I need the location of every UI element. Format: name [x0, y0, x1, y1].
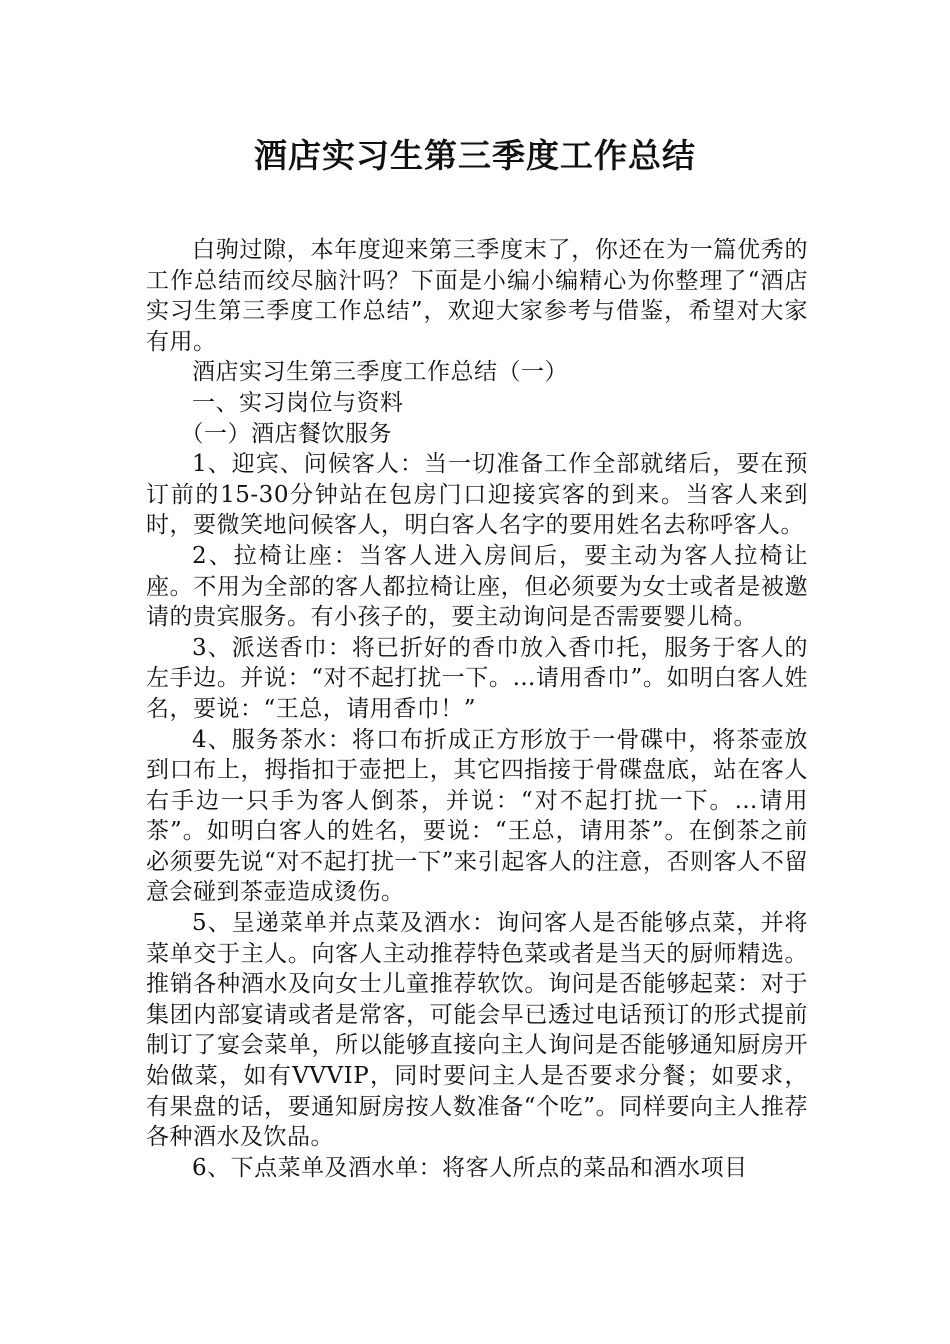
subsection-heading: 一、实习岗位与资料 [192, 389, 404, 416]
body-paragraph: 3、派送香巾：将已折好的香巾放入香巾托，服务于客人的左手边。并说：“对不起打扰一下。…请用香巾”。如明白客人姓名，要说：“王总，请用香巾！” [146, 634, 808, 722]
body-paragraph: 4、服务茶水：将口布折成正方形放于一骨碟中，将茶壶放到口布上，拇指扣于壶把上，其它四指接于骨碟盘底，站在客人右手边一只手为客人倒茶，并说：“对不起打扰一下。…请用茶”。如明白客人的姓名，要说：“王总，请用茶”。在倒茶之前必须要先说“对不起打扰一下”来引起客人的注意，否则客人不留意会碰到茶壶造成烫伤。 [146, 726, 808, 906]
document-body [146, 235, 808, 1183]
section-heading: 酒店实习生第三季度工作总结（一） [192, 359, 568, 386]
body-paragraph: 5、呈递菜单并点菜及酒水：询问客人是否能够点菜，并将菜单交于主人。向客人主动推荐特色菜或者是当天的厨师精选。推销各种酒水及向女士儿童推荐软饮。询问是否能够起菜：对于集团内部宴请或者是常客，可能会早已透过电话预订的形式提前制订了宴会菜单，所以能够直接向主人询问是否能够通知厨房开始做菜，如有VVVIP，同时要问主人是否要求分餐；如要求，有果盘的话，要通知厨房按人数准备“个吃”。同样要向主人推荐各种酒水及饮品。 [146, 910, 808, 1151]
body-paragraph: 6、下点菜单及酒水单：将客人所点的菜品和酒水项目 [192, 1154, 748, 1181]
document-title: 酒店实习生第三季度工作总结 [254, 136, 696, 175]
intro-paragraph: 白驹过隙，本年度迎来第三季度末了，你还在为一篇优秀的工作总结而绞尽脑汁吗？下面是小编小编精心为你整理了“酒店实习生第三季度工作总结”，欢迎大家参考与借鉴，希望对大家有用。 [146, 237, 808, 355]
body-paragraph: 2、拉椅让座：当客人进入房间后，要主动为客人拉椅让座。不用为全部的客人都拉椅让座，但必须要为女士或者是被邀请的贵宾服务。有小孩子的，要主动询问是否需要婴儿椅。 [146, 542, 808, 631]
body-paragraph: 1、迎宾、问候客人：当一切准备工作全部就绪后，要在预订前的15-30分钟站在包房门口迎接宾客的到来。当客人来到时，要微笑地问候客人，明白客人名字的要用姓名去称呼客人。 [146, 451, 808, 539]
subsection-heading: （一）酒店餐饮服务 [180, 420, 392, 447]
